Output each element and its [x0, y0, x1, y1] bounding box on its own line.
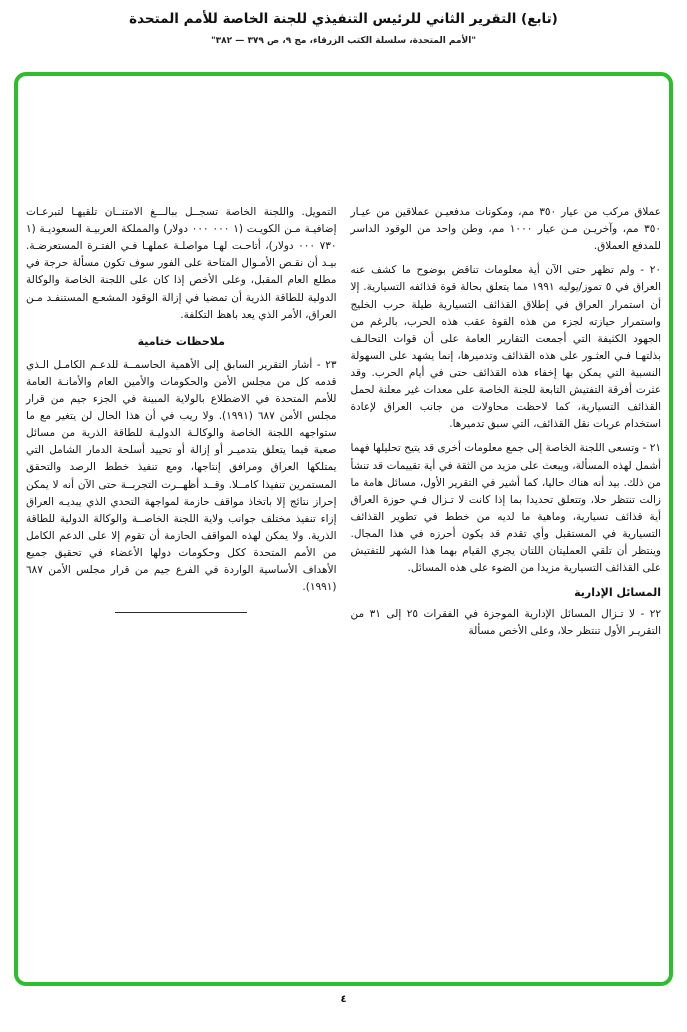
page-number: ٤	[340, 994, 347, 1005]
paragraph-22: ٢٢ - لا تـزال المسائل الإدارية الموجزة في الفقرات ٢٥ إلى ٣١ من التقريـر الأول تنتظر حلا، وعلى الأخص مسألة	[350, 608, 662, 638]
column-left	[26, 204, 337, 613]
column-right	[351, 204, 662, 648]
paragraph-continuation-munitions: عملاق مركب من عيار ٣٥٠ مم، ومكونات مدفعيـن عملاقين من عيـار ٣٥٠ مم، وآخريـن مـن عيار ١٠٠٠ مم، وطن واحد من الوقود الداسر للمدفع العملاق.	[350, 206, 661, 253]
paragraph-20: ٢٠ - ولم تظهر حتى الآن أية معلومات تناقض بوضوح ما كشف عنه العراق في ٥ تموز/يوليه ١٩٩١ مما يتعلق بحالة قوة قذائفه التسيارية. إلا أن استمرار العراق في إطلاق القذائف التسيارية طيلة حرب الخليج واستمرار حيازته لجزء من هذه القوة عقب هذه الحرب، بالرغم من الجهود الكثيفة التي أجمعت التقارير العامة على أن قوات التحالـف بذلتهـا فـي العثـور على هذه القذائف وتدميرها، إنما يشهد على السهولة النسبية التي يمكن بها إخفاء هذه القذائف حتى في أيام الحرب. وقد عثرت أفرقة التفتيش التابعة للجنة الخاصة على معدات غير معلنة لحمل القذائف التسيارية، كما لاحظت محاولات من جانب العراق لإعادة استخدام عربات نقل القذائف، التي سبق تدميرها.	[350, 264, 661, 431]
page-footer	[0, 987, 687, 1006]
document-source-citation: "الأمم المتحدة، سلسلة الكتب الزرقاء، مج ٩، ص ٣٧٩ — ٣٨٢"	[210, 35, 477, 46]
paragraph-funding-continuation: التمويل. واللجنة الخاصة تسجــل ببالـــغ الامتنــان تلقيهـا لتبرعـات إضافيـة مـن الكويـت (١ ٠٠٠ ٠٠٠ دولار) والمملكة العربيـة السعوديـة (١ ٧٣٠ ٠٠٠ دولار)، أتاحـت لهـا مواصلـة عملهـا فـي الفتـرة المستعرضـة. بيـد أن نقـص الأمـوال المتاحة على الفور سوف تكون مسألة حرجة في مطلع العام المقبل، وعلى الأخص إذا كان على اللجنة الخاصة والوكالة الدولية للطاقة الذرية أن تمضيا في إزالة الوقود المشعـع المستنفـد مـن العراق، الأمر الذي يعد باهظ التكلفة.	[26, 206, 337, 321]
document-header	[0, 0, 687, 46]
paragraph-23: ٢٣ - أشار التقرير السابق إلى الأهمية الحاسمــة للدعـم الكامـل الـذي قدمه كل من مجلس الأمن والحكومات والأمين العام والأمانـة العامة للأمم المتحدة في الاضطلاع بالولاية المبينة في الجزء جيم من قرار مجلس الأمن ٦٨٧ (١٩٩١). ولا ريب في أن هذا الحال لن يتغير مع ما ستواجهه اللجنة الخاصة والوكالـة الدوليـة للطاقة الذرية من مسائل صعبة فيما يتعلق بتدميـر أو إزالة أو تحييد أسلحة الدمار الشامل التي يمتلكها العراق ومرافق إنتاجها، ومع تنفيذ خطط الرصد والتحقق المستمرين تنفيذا كامــلا. وقــد أظهــرت التجربــة حتى الآن أنه لا يمكن إحراز نتائج إلا باتخاذ مواقف حازمة لمواجهة التحدي الذي يبديـه العراق إزاء تنفيذ مختلف جوانب ولاية اللجنة الخاصــة والوكالة الدولية للطاقة الذرية. ولا يمكن لهذه المواقف الحازمة أن تقوم إلا على الدعم الكامل من الأمم المتحدة ككل وحكومات دولها الأعضاء في تحقيق جميع الأهداف الأساسية الواردة في الفرع جيم من قرار مجلس الأمن ٦٨٧ (١٩٩١).	[26, 358, 337, 594]
paragraph-21: ٢١ - وتسعى اللجنة الخاصة إلى جمع معلومات أخرى قد يتيح تحليلها فهما أشمل لهذه المسألة، ويبعث على مزيد من الثقة في أية تقييمات قد تنشأ من ذلك. بيد أنه هناك حاليا، كما أشير في التقرير الأول، مسائل هامة ما زالت تنتظر حلا، وتتعلق تحديدا بما إذا كانت لا تـزال فـي حوزة العراق أية قذائف تسيارية، وماهية ما لديه من خطط في تطوير القذائف التسيارية في المستقبل وأي تقدم قد يكون أحرزه في هذا المجال. وينتظر أن تلقي العمليتان اللتان يجري القيام بهما هذا الشهر للتفتيش على القذائف التسيارية مزيدا من الضوء على هذه المسائل.	[350, 442, 661, 575]
text-columns	[18, 76, 669, 648]
heading-concluding-remarks: ملاحظات ختامية	[137, 334, 225, 348]
page-border-frame	[14, 72, 673, 986]
end-separator-line	[115, 612, 247, 613]
heading-administrative-matters: المسائل الإدارية	[574, 586, 661, 600]
document-title: (تابع) التقرير الثاني للرئيس التنفيذي للجنة الخاصة للأمم المتحدة	[129, 11, 558, 27]
